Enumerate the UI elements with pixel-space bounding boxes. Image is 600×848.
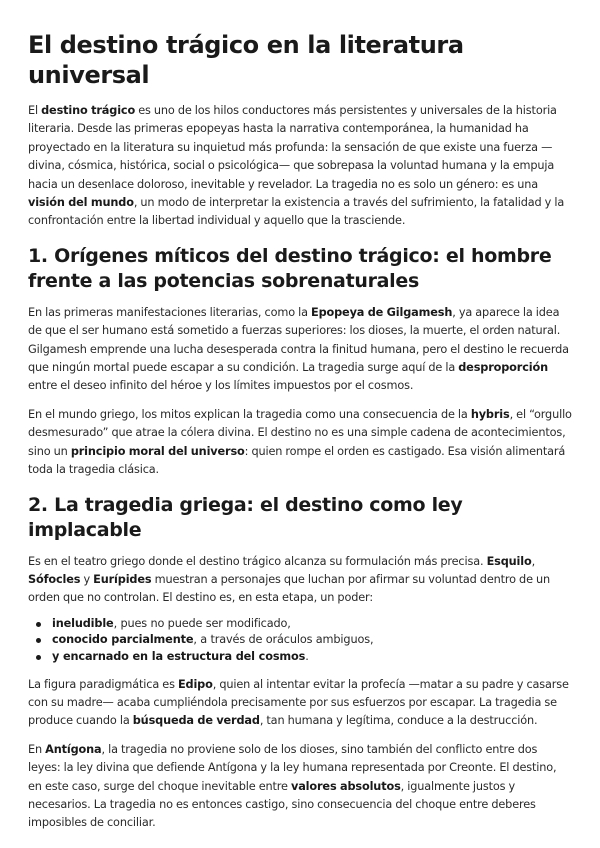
section-1-paragraph-2: En el mundo griego, los mitos explican la tragedia como una consecuencia de la hybris, el “orgullo desmesurado” que atrae la cólera divina. El destino no es una simple cadena de acontecimientos, sino un principio moral del universo: quien rompe el orden es castigado. Esa visión alimentará toda la tragedia clásica. <box>28 407 572 477</box>
intro-paragraph: El destino trágico es uno de los hilos conductores más persistentes y universales de la historia literaria. Desde las primeras epopeyas hasta la narrativa contemporánea, la humanidad ha proyectado en la literatura su inquietud más profunda: la sensación de que existe una fuerza —divina, cósmica, histórica, social o psicológica— que sobrepasa la voluntad humana y la empuja hacia un desenlace doloroso, inevitable y revelador. La tragedia no es solo un género: es una visión del mundo, un modo de interpretar la existencia a través del sufrimiento, la fatalidad y la confrontación entre la libertad individual y aquello que la trasciende. <box>28 104 565 228</box>
section-2-paragraph-2: La figura paradigmática es Edipo, quien al intentar evitar la profecía —matar a su padre y casarse con su madre— acaba cumpliéndola precisamente por sus esfuerzos por escapar. La tragedia se produce cuando la búsqueda de verdad, tan humana y legítima, conduce a la destrucción. <box>28 677 569 728</box>
section-2-heading: 2. La tragedia griega: el destino como ley implacable <box>28 493 463 541</box>
section-2-paragraph-1: Es en el teatro griego donde el destino trágico alcanza su formulación más precisa. Esquilo, Sófocles y Eurípides muestran a personajes que luchan por afirmar su voluntad dentro de un orden que no controlan. El destino es, en esta etapa, un poder: <box>28 554 551 605</box>
list-item: ineludible, pues no puede ser modificado, <box>36 616 572 633</box>
section-1-heading: 1. Orígenes míticos del destino trágico: el hombre frente a las potencias sobrenaturales <box>28 244 552 292</box>
list-item: conocido parcialmente, a través de oráculos ambiguos, <box>36 632 572 649</box>
bullet-icon <box>36 655 41 660</box>
section-2-paragraph-3: En Antígona, la tragedia no proviene solo de los dioses, sino también del conflicto entre dos leyes: la ley divina que defiende Antígona y la ley humana representada por Creonte. El destino, en este caso, surge del choque inevitable entre valores absolutos, igualmente justos y necesarios. La tragedia no es entonces castigo, sino consecuencia del choque entre deberes imposibles de conciliar. <box>28 742 557 830</box>
bullet-icon <box>36 622 41 627</box>
section-1-paragraph-1: En las primeras manifestaciones literarias, como la Epopeya de Gilgamesh, ya aparece la idea de que el ser humano está sometido a fuerzas superiores: los dioses, la muerte, el orden natural. Gilgamesh emprende una lucha desesperada contra la finitud humana, pero el destino le recuerda que ningún mortal puede escapar a su condición. La tragedia surge aquí de la desproporción entre el deseo infinito del héroe y los límites impuestos por el cosmos. <box>28 305 569 393</box>
destiny-traits-list <box>28 616 572 666</box>
bullet-icon <box>36 638 41 643</box>
list-item: y encarnado en la estructura del cosmos. <box>36 649 572 666</box>
page-title: El destino trágico en la literatura universal <box>28 31 464 89</box>
